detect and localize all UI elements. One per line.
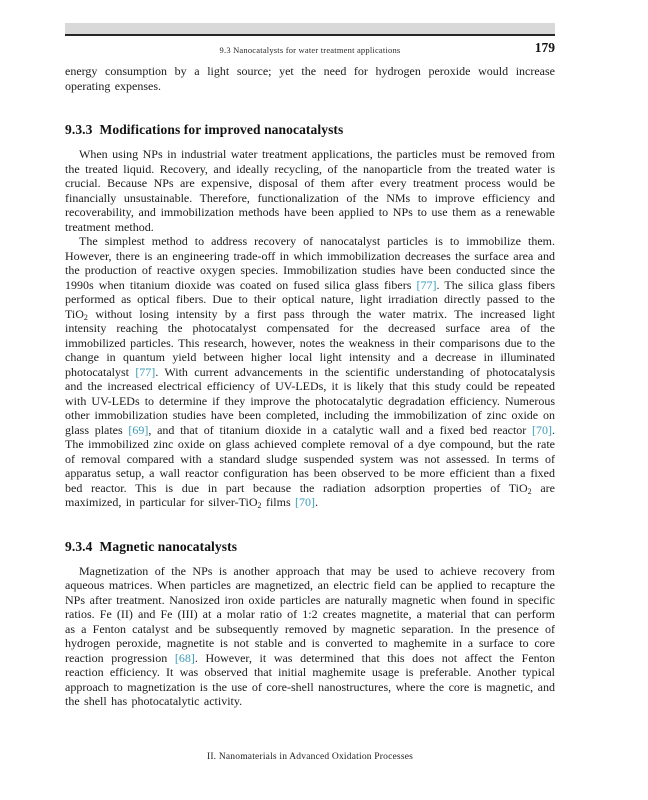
reference-link[interactable]: [70] [532,422,552,437]
section-title: Modifications for improved nanocatalysts [99,122,344,137]
section-heading-9-3-3 [65,122,555,138]
page-footer [65,752,555,762]
subscript-text: 2 [83,312,88,322]
reference-link[interactable]: [68] [174,650,195,665]
page-header [65,42,555,58]
paragraph-body: When using NPs in industrial water treatment applications, the particles must be removed from the treated liquid. Recovery, and ideally recycling, of the nanoparticle from the treated water is crucial. Because NPs are expensive, disposal of them after every treatment process would be financially unsustainable. Therefore, functionalization of the NMs to improve efficiency and recoverability, and immobilization methods have been applied to NPs to use them as a renewable treatment method. [65,147,555,234]
section-number: 9.3.4 [65,538,93,554]
paragraph-body: The simplest method to address recovery of nanocatalyst particles is to immobilize them. However, there is an engineering trade-off in which immobilization decreases the surface area and the production of reactive oxygen species. Immobilization studies have been conducted since the 1990s when titanium dioxide was coated on fused silica glass fibers [77]. The silica glass fibers performed as optical fibers. Due to their optical nature, light irradiation directly passed to the TiO$_2$ without losing intensity by a first pass through the water matrix. The increased light intensity reaching the photocatalyst compensated for the decreased surface area of the immobilized particles. This research, however, notes the weakness in their comparisons due to the change in quantum yield between higher local light intensity and a decrease in illuminated photocatalyst [77]. With current advancements in the scientific understanding of photocatalysis and the increased electrical efficiency of UV-LEDs, it is likely that this study could be repeated with UV-LEDs to determine if they improve the photocatalytic degradation efficiency. Numerous other immobilization studies have been completed, including the immobilization of zinc oxide on glass plates [69], and that of titanium dioxide in a catalytic wall and a fixed bed reactor [70]. The immobilized zinc oxide on glass achieved complete removal of a dye compound, but the rate of removal compared with a standard sludge suspended system was not assessed. In terms of apparatus setup, a wall reactor configuration has been observed to be more efficient than a fixed bed reactor. This is due in part because the radiation adsorption properties of TiO$_2$ are maximized, in particular for silver-TiO$_2$ films [70]. [65,234,555,510]
page-content [65,64,555,709]
section-heading-9-3-4 [65,539,555,555]
section-number: 9.3.3 [65,122,93,137]
reference-link[interactable]: [70] [295,495,316,509]
page-number: 179 [534,40,555,55]
paragraph-body: Magnetization of the NPs is another approach that may be used to achieve recovery from aqueous matrices. When particles are magnetized, an electric field can be applied to recapture the NPs after treatment. Nanosized iron oxide particles are naturally magnetic when found in specific ratios. Fe (II) and Fe (III) at a molar ratio of 1:2 creates magnetite, a material that can perform as a Fenton catalyst and be subsequently removed by magnetic separation. In the presence of hydrogen peroxide, magnetite is not stable and is converted to maghemite in a surface to core reaction progression [68]. However, it was determined that this does not affect the Fenton reaction efficiency. It was observed that initial maghemite usage is preferable. Another typical approach to magnetization is the use of core-shell nanostructures, where the core is magnetic, and the shell has photocatalytic activity. [65,563,556,708]
reference-link[interactable]: [77] [135,364,156,379]
section-title: Magnetic nanocatalysts [99,538,238,554]
header-rule-bar [65,23,555,36]
subscript-text: 2 [527,486,532,496]
reference-link[interactable]: [69] [128,422,149,437]
footer-text: II. Nanomaterials in Advanced Oxidation Processes [206,752,414,762]
subscript-text: 2 [257,501,262,510]
running-head: 9.3 Nanocatalysts for water treatment applications [219,45,401,55]
paragraph-intro-continuation: energy consumption by a light source; yet the need for hydrogen peroxide would increase operating expenses. [65,64,555,93]
reference-link[interactable]: [77] [416,277,437,292]
